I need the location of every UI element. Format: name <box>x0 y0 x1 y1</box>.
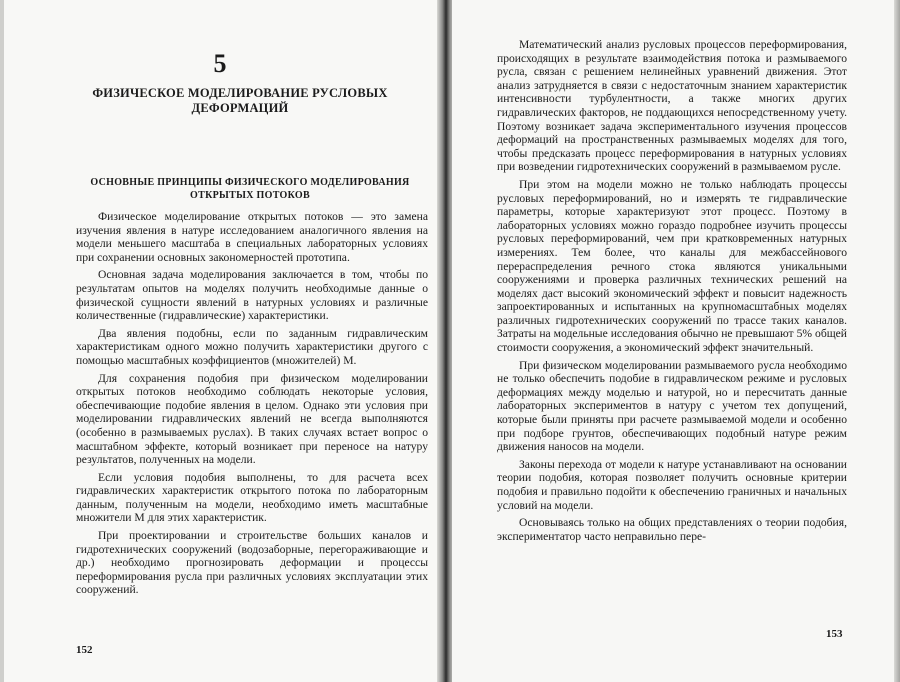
paragraph: Законы перехода от модели к натуре устанавливают на основании теории подобия, которая позволяет получить основные критерии подобия и правильно подойти к обеспечению граничных и начальных условий на модели. <box>497 457 847 512</box>
page-edge-left <box>0 0 4 682</box>
paragraph: Если условия подобия выполнены, то для расчета всех гидравлических характеристик открытого потока по лабораторным данным, полученным на модели, необходимо иметь масштабные множители М для этих характеристик. <box>76 470 428 525</box>
right-body-text <box>497 38 847 622</box>
paragraph: При проектировании и строительстве больших каналов и гидротехнических сооружений (водозаборные, перегораживающие и др.) необходимо прогнозировать деформации и процессы переформирования русла при различных условиях эксплуатации этих сооружений. <box>76 529 428 597</box>
paragraph: При физическом моделировании размываемого русла необходимо не только обеспечить подобие в гидравлическом режиме и русловых деформациях между моделью и натурой, но и пересчитать данные лабораторных экспериментов в натуру с учетом тех допущений, которые были приняты при расчете размываемой модели и особенно при подборе грунтов, обеспечивающих подобный натуре режим движения наносов на модели. <box>497 358 847 454</box>
section-title: ОСНОВНЫЕ ПРИНЦИПЫ ФИЗИЧЕСКОГО МОДЕЛИРОВАНИЯ ОТКРЫТЫХ ПОТОКОВ <box>90 177 410 201</box>
page-edge-right <box>894 0 900 682</box>
paragraph: Физическое моделирование открытых потоков — это замена изучения явления в натуре исследованием аналогичного явления на модели меньшего масштаба в специальных лабораторных условиях при сохранении основных закономерностей прототипа. <box>76 210 428 264</box>
left-page <box>0 0 440 682</box>
paragraph: Два явления подобны, если по заданным гидравлическим характеристикам одного можно получить характеристики другого с помощью масштабных коэффициентов (множителей) М. <box>76 326 428 367</box>
paragraph: Для сохранения подобия при физическом моделировании открытых потоков необходимо соблюдать некоторые условия, обеспечивающие подобие явления в целом. Однако эти условия при моделировании гидравлических явлений не всегда выполняются (особенно в размываемых руслах). В таких случаях встает вопрос о масштабном эффекте, который возникает при переносе на натуру результатов, полученных на модели. <box>76 371 428 467</box>
chapter-title: ФИЗИЧЕСКОЕ МОДЕЛИРОВАНИЕ РУСЛОВЫХ ДЕФОРМАЦИЙ <box>92 86 388 115</box>
page-number-right: 153 <box>826 628 843 640</box>
left-body-text <box>76 210 428 642</box>
paragraph: При этом на модели можно не только наблюдать процессы русловых переформирований, но и измерять те гидравлические параметры, которые характеризуют этот процесс. Поэтому в лабораторных условиях можно гораздо подробнее изучить процессы русловых переформирований, чем при кратковременных натурных измерениях. Тем более, что каналы для межбассейнового перераспределения речного стока являются уникальными сооружениями и проверка различных технических решений на моделях даст высокий экономический эффект и повысит надежность запроектированных и испытанных на крупномасштабных моделях различных гидротехнических сооружений по трассе таких каналов. Затраты на модельные исследования обычно не превышают 5% общей стоимости сооружения, а экономический эффект значительный. <box>497 177 847 355</box>
paragraph: Математический анализ русловых процессов переформирования, происходящих в результате взаимодействия потока и размываемого русла, связан с решением нелинейных уравнений движения. Этот анализ затрудняется в связи с недостаточным знанием характеристик интенсивности турбулентности, а также многих других гидравлических факторов, не поддающихся непосредственному учету. Поэтому возникает задача экспериментального изучения процессов деформаций на пространственных размываемых моделях для того, чтобы предсказать процесс переформирования в натурных условиях при возведении гидротехнических сооружений в размываемом русле. <box>497 38 847 174</box>
paragraph: Основываясь только на общих представлениях о теории подобия, экспериментатор часто неправильно пере- <box>497 516 847 543</box>
page-number-left: 152 <box>76 644 93 656</box>
paragraph: Основная задача моделирования заключается в том, чтобы по результатам опытов на моделях получить необходимые данные о физической сущности явлений в натурных условиях и различные количественные (гидравлические) характеристики. <box>76 268 428 323</box>
chapter-number: 5 <box>213 49 227 78</box>
